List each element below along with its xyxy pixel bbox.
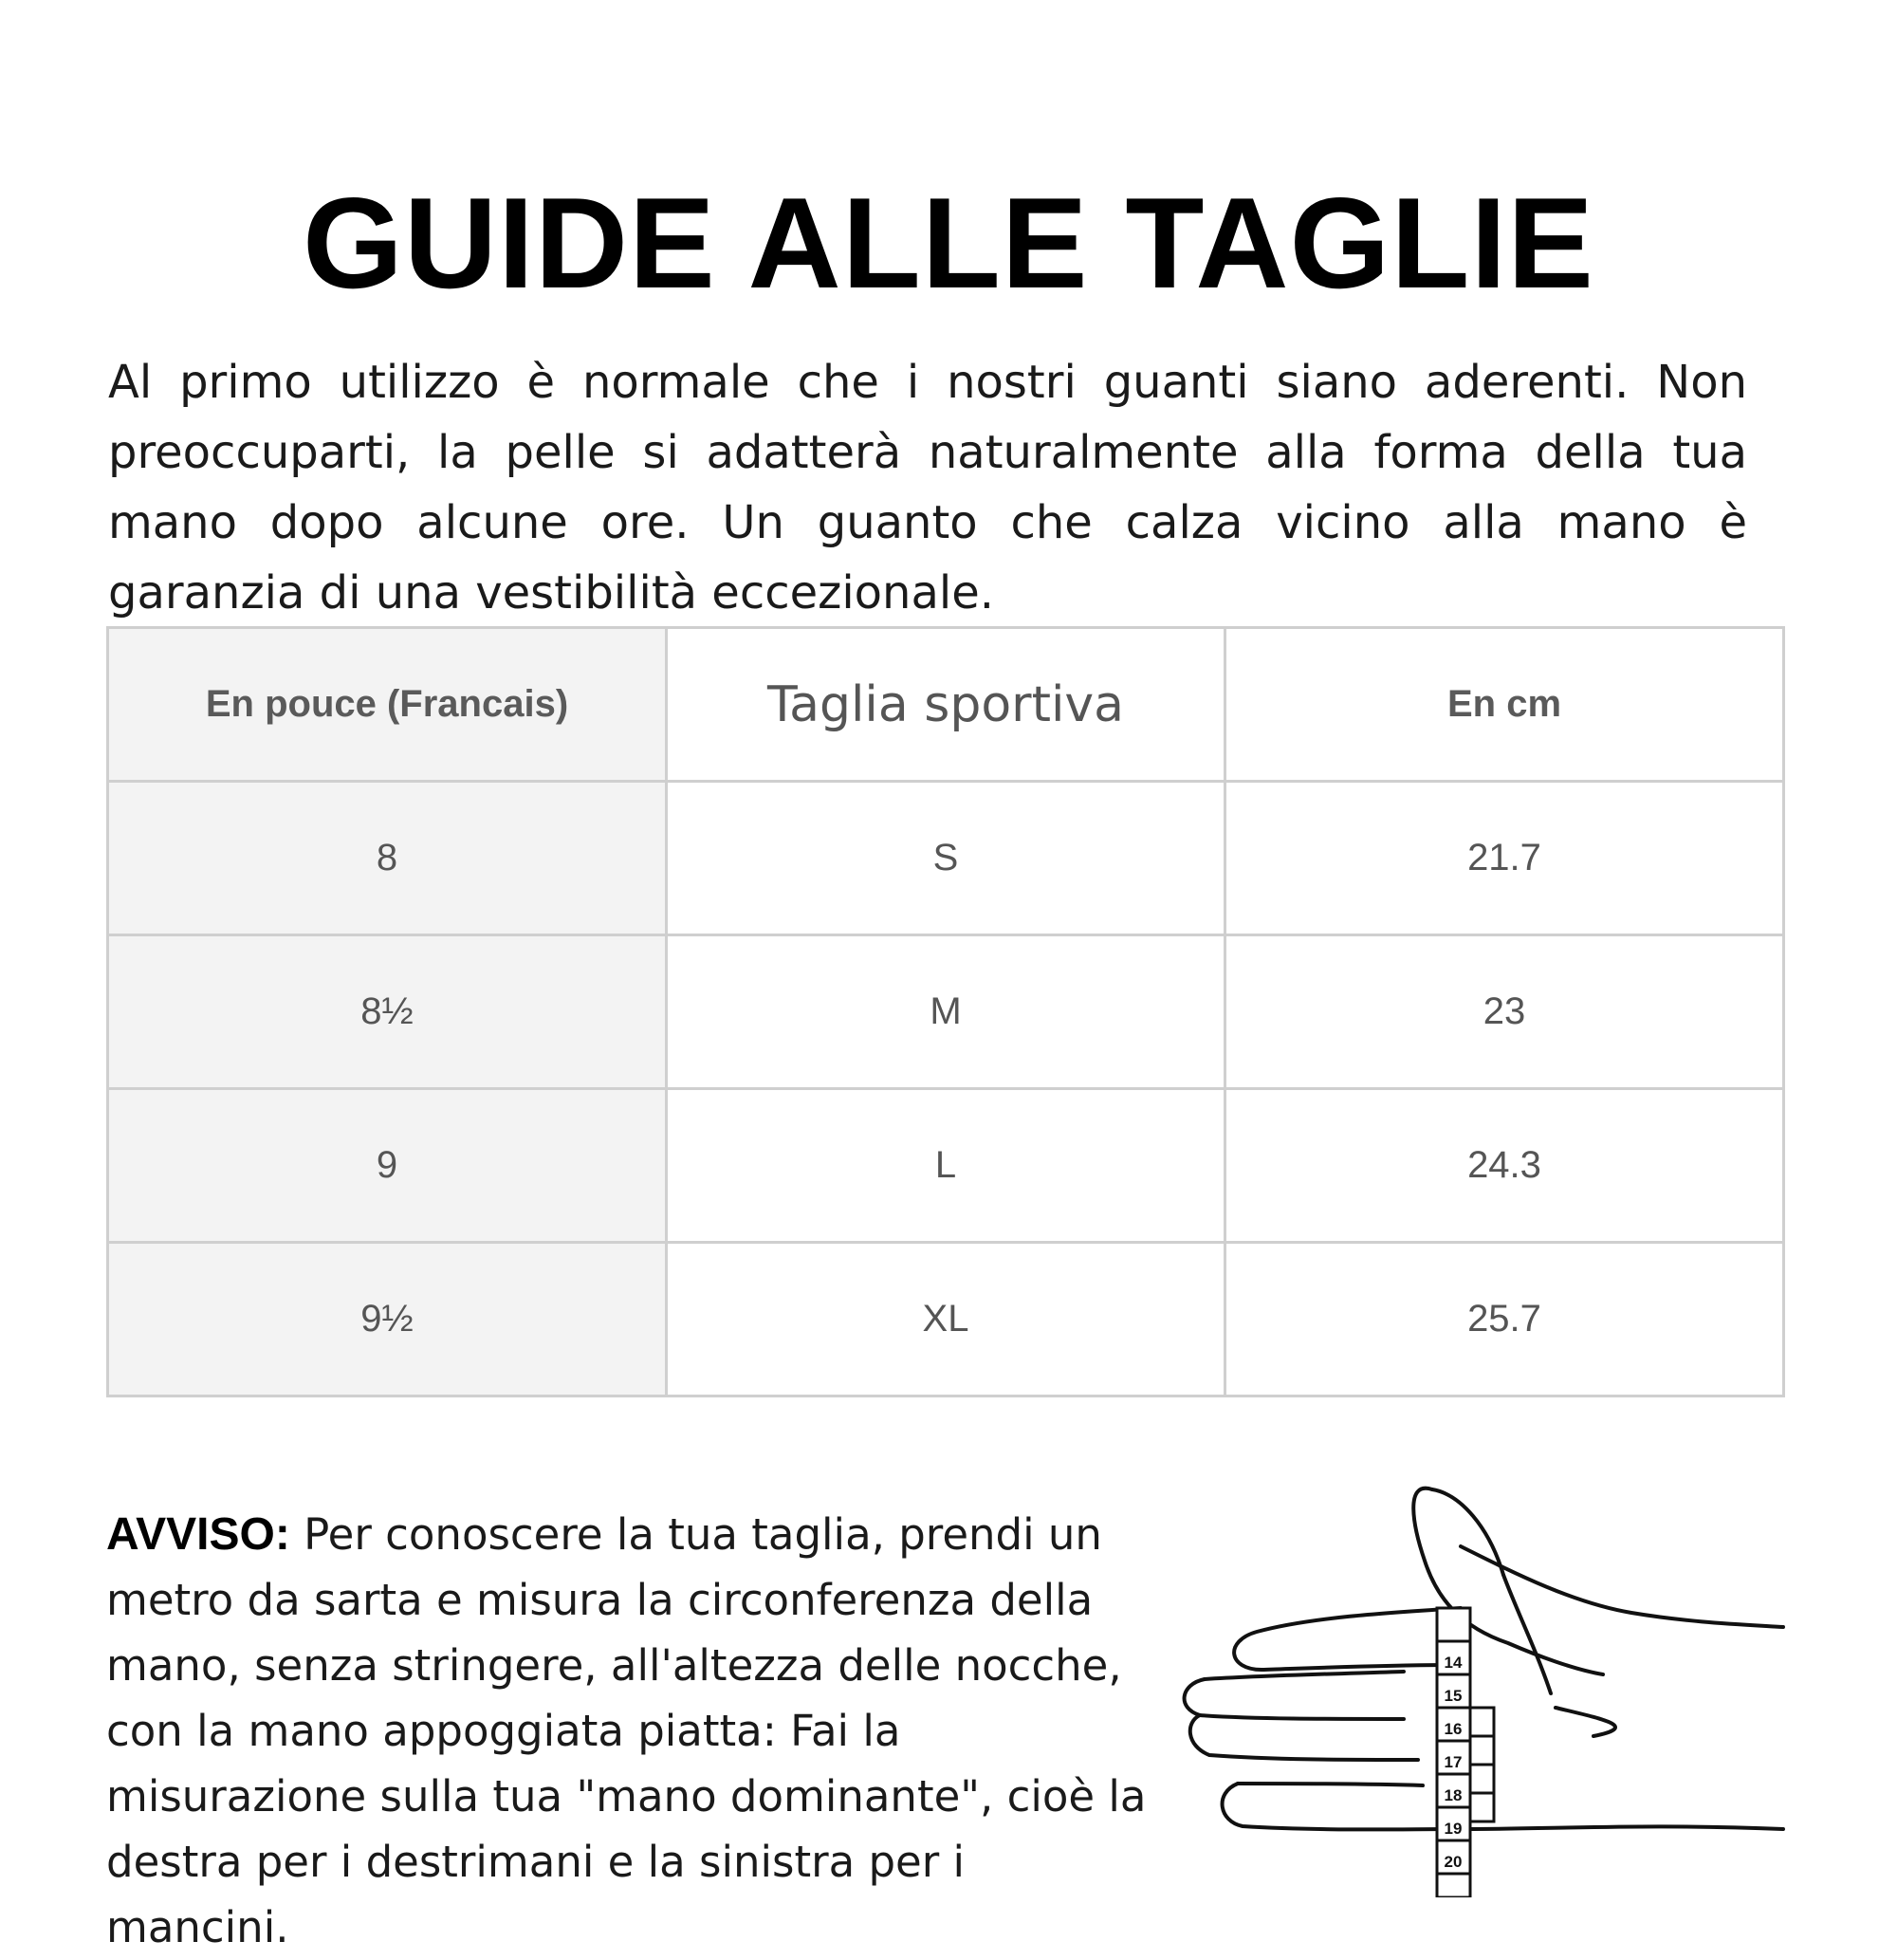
- cell-inch: 9½: [108, 1243, 667, 1396]
- tape-mark: 19: [1444, 1820, 1463, 1838]
- notice-text: Per conoscere la tua taglia, prendi un metro da sarta e misura la circonferenza della mano, senza stringere, all'altezza delle nocche, con la mano appoggiata piatta: Fai la misurazione sulla tua "mano dominante", cioè la destra per i destrimani e la sinistra per i mancini.: [106, 1509, 1147, 1952]
- cell-cm: 24.3: [1225, 1089, 1784, 1243]
- cell-sport-size: M: [667, 935, 1225, 1089]
- tape-mark: 18: [1444, 1786, 1463, 1804]
- cell-inch: 8: [108, 782, 667, 935]
- tape-mark: 20: [1444, 1853, 1463, 1871]
- cell-sport-size: XL: [667, 1243, 1225, 1396]
- notice-paragraph: [106, 1502, 1159, 1960]
- table-row: [108, 782, 1784, 935]
- tape-mark: 17: [1444, 1753, 1463, 1771]
- cell-cm: 21.7: [1225, 782, 1784, 935]
- cell-sport-size: S: [667, 782, 1225, 935]
- table-row: [108, 935, 1784, 1089]
- cell-sport-size: L: [667, 1089, 1225, 1243]
- intro-paragraph: Al primo utilizzo è normale che i nostri guanti siano aderenti. Non preoccuparti, la pelle si adatterà naturalmente alla forma della tua mano dopo alcune ore. Un guanto che calza vicino alla mano è garanzia di una vestibilità eccezionale.: [108, 356, 1747, 619]
- tape-mark: 16: [1444, 1720, 1463, 1738]
- size-table: [106, 626, 1785, 1397]
- page-title: GUIDE ALLE TAGLIE: [303, 171, 1594, 316]
- header-sport-size: Taglia sportiva: [667, 628, 1225, 782]
- tape-mark: 14: [1444, 1654, 1463, 1672]
- header-cm: En cm: [1225, 628, 1784, 782]
- table-row: [108, 1243, 1784, 1396]
- hand-measuring-tape-icon: [1176, 1470, 1802, 1897]
- header-inch: En pouce (Francais): [108, 628, 667, 782]
- cell-cm: 25.7: [1225, 1243, 1784, 1396]
- cell-cm: 23: [1225, 935, 1784, 1089]
- cell-inch: 9: [108, 1089, 667, 1243]
- tape-mark: 15: [1444, 1687, 1463, 1705]
- notice-label: AVVISO:: [106, 1509, 290, 1560]
- table-header-row: [108, 628, 1784, 782]
- cell-inch: 8½: [108, 935, 667, 1089]
- table-row: [108, 1089, 1784, 1243]
